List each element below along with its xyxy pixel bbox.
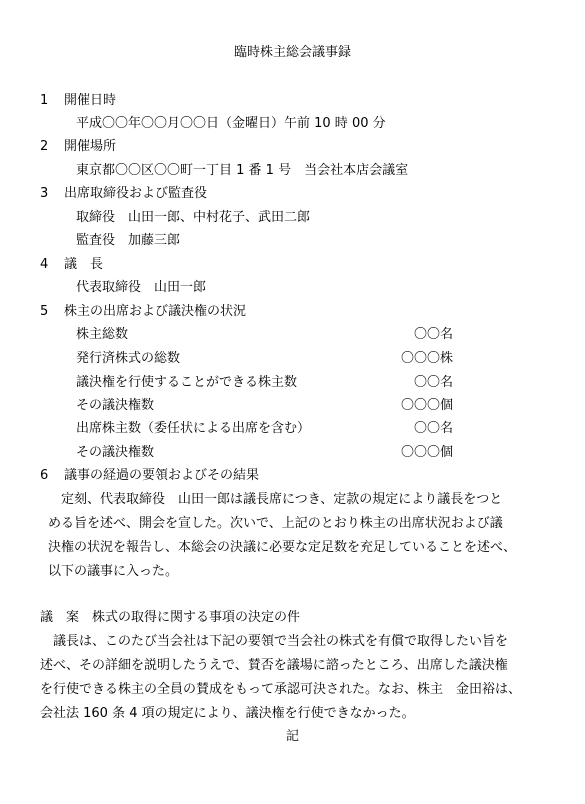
table-row-value: 〇〇〇個 [400, 398, 453, 413]
section-5-number: 5 [40, 304, 49, 319]
section-4-heading: 議 長 [64, 257, 104, 272]
agenda-line: 会社法 160 条 4 項の規定により、議決権を行使できなかった。 [40, 706, 415, 721]
proceedings-line: める旨を述べ、開会を宣した。次いで、上記のとおり株主の出席状況および議 [48, 516, 503, 531]
section-6-number: 6 [40, 468, 49, 483]
proceedings-line: 決権の状況を報告し、本総会の決議に必要な定足数を充足していることを述べ、 [48, 540, 517, 555]
agenda-line: 議長は、このたび当会社は下記の要領で当会社の株式を有償で取得したい旨を [40, 634, 509, 649]
ki-heading: 記 [285, 729, 299, 744]
section-2-heading: 開催場所 [64, 139, 117, 154]
table-row-label: 株主総数 [76, 327, 129, 342]
proceedings-line: 以下の議事に入った。 [48, 564, 179, 579]
table-row-label: 出席株主数（委任状による出席を含む） [76, 421, 311, 436]
chairperson-line: 代表取締役 山田一郎 [76, 280, 207, 295]
meeting-datetime: 平成〇〇年〇〇月〇〇日（金曜日）午前 10 時 00 分 [76, 116, 386, 131]
section-6-heading: 議事の経過の要領およびその結果 [64, 468, 260, 483]
table-row-value: 〇〇〇個 [400, 445, 453, 460]
section-5-heading: 株主の出席および議決権の状況 [64, 304, 247, 319]
table-row-label: その議決権数 [76, 398, 155, 413]
table-row-value: 〇〇名 [413, 375, 453, 390]
section-1-number: 1 [40, 93, 49, 108]
meeting-place: 東京都〇〇区〇〇町一丁目 1 番 1 号 当会社本店会議室 [76, 163, 409, 178]
section-2-number: 2 [40, 139, 49, 154]
table-row-value: 〇〇〇株 [400, 351, 453, 366]
document-title: 臨時株主総会議事録 [233, 45, 351, 60]
table-row-label: 議決権を行使することができる株主数 [76, 375, 298, 390]
table-row-label: 発行済株式の総数 [76, 351, 181, 366]
section-3-number: 3 [40, 186, 49, 201]
proceedings-line: 定刻、代表取締役 山田一郎は議長席につき、定款の規定により議長をつと [48, 492, 503, 507]
agenda-line: 述べ、その詳細を説明したうえで、賛否を議場に諮ったところ、出席した議決権 [40, 658, 508, 673]
table-row-value: 〇〇名 [413, 327, 453, 342]
table-row-label: その議決権数 [76, 445, 155, 460]
agenda-line: を行使できる株主の全員の賛成をもって承認可決された。なお、株主 金田裕は、 [40, 682, 522, 697]
section-4-number: 4 [40, 257, 49, 272]
auditor-line: 監査役 加藤三郎 [76, 233, 181, 248]
directors-line: 取締役 山田一郎、中村花子、武田二郎 [76, 210, 311, 225]
table-row-value: 〇〇名 [413, 421, 453, 436]
agenda-title: 議 案 株式の取得に関する事項の決定の件 [40, 610, 301, 625]
section-3-heading: 出席取締役および監査役 [64, 186, 208, 201]
section-1-heading: 開催日時 [64, 93, 117, 108]
